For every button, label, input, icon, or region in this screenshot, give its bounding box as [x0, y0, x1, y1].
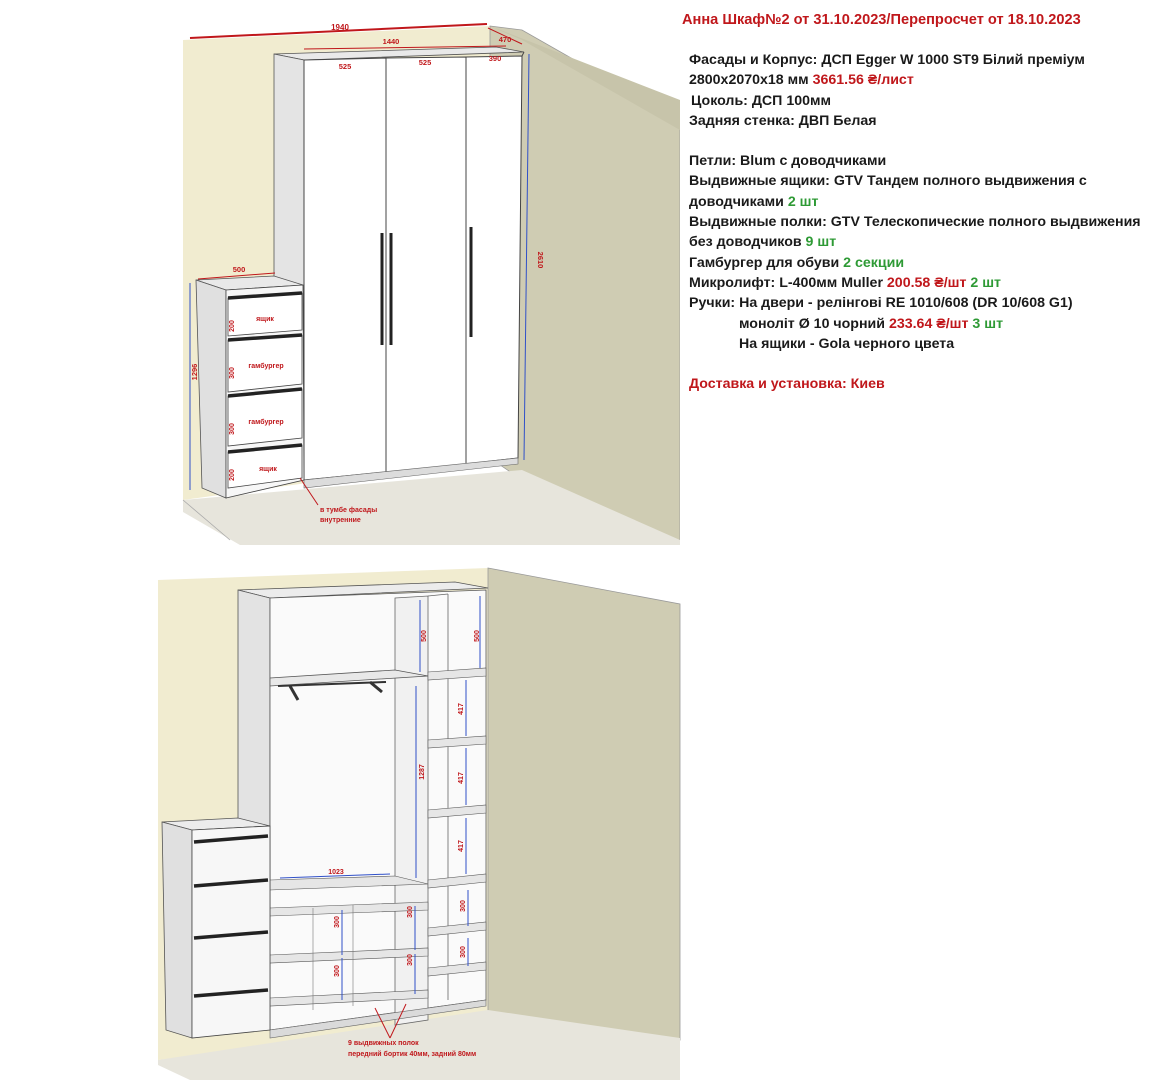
shoe-rack-qty: 2 секции [843, 254, 905, 271]
dim-shelf-3: 417 [458, 840, 465, 852]
spec-shelves: Выдвижные полки: GTV Телескопические полного выдвижения [689, 214, 1141, 231]
dim-hanging-height: 1287 [419, 764, 426, 780]
spec-block [689, 50, 1164, 394]
label-drawer-1: ящик [256, 316, 274, 323]
handles-qty: 3 шт [972, 315, 1004, 332]
label-drawer-4: ящик [259, 466, 277, 473]
label-drawer-2: гамбургер [248, 363, 284, 370]
dim-drawer-3: 300 [229, 423, 236, 435]
spec-handles-2: моноліт Ø 10 чорний 233.64 ₴/шт 3 шт [739, 315, 1004, 332]
spec-shelves-2: без доводчиков 9 шт [689, 234, 837, 251]
side-wall-2 [488, 568, 680, 1040]
dim-drawer-4: 200 [229, 469, 236, 481]
door-2 [386, 57, 466, 472]
note-top-line2: внутренние [320, 517, 361, 524]
spec-delivery: Доставка и установка: Киев [689, 376, 885, 393]
dim-cabinet-height: 1296 [190, 363, 199, 381]
note-bottom-line1: 9 выдвижных полок [348, 1040, 419, 1047]
dim-door-3: 390 [488, 54, 502, 63]
drawer-front-3 [228, 389, 302, 446]
door-3 [466, 56, 522, 464]
dim-total-width: 1940 [331, 23, 349, 32]
door-1 [304, 58, 386, 480]
spec-handles: Ручки: На двери - релінгові RE 1010/608 (DR 10/608 G1) [689, 295, 1073, 312]
dim-drawer-d: 300 [334, 965, 341, 977]
shelves-qty: 9 шт [805, 234, 837, 251]
drawers-qty: 2 шт [787, 193, 819, 210]
wardrobe-open-drawing [150, 560, 690, 1080]
microlift-price: 200.58 ₴/шт [886, 274, 971, 291]
dim-drawer-f: 300 [460, 946, 467, 958]
dim-top-width: 1440 [382, 37, 400, 46]
label-drawer-3: гамбургер [248, 419, 284, 426]
dim-drawer-e: 300 [407, 954, 414, 966]
dim-drawer-b: 300 [407, 906, 414, 918]
dim-cabinet-width: 500 [232, 265, 246, 274]
spec-drawers-2: доводчиками 2 шт [689, 193, 819, 210]
dim-shelf-1: 417 [458, 703, 465, 715]
facade-price: 3661.56 ₴/лист [812, 72, 914, 89]
dim-right-depth: 470 [498, 35, 512, 44]
microlift-qty: 2 шт [970, 274, 1001, 291]
wardrobe-closed-drawing [0, 0, 680, 545]
spec-shoe-rack: Гамбургер для обуви 2 секции [689, 254, 905, 271]
spec-microlift: Микролифт: L-400мм Muller 200.58 ₴/шт 2 шт [689, 274, 1001, 291]
page-title: Анна Шкаф№2 от 31.10.2023/Перепросчет от 18.10.2023 [682, 12, 1081, 28]
spec-drawers: Выдвижные ящики: GTV Тандем полного выдвижения с [689, 173, 1087, 190]
spec-back-wall: Задняя стенка: ДВП Белая [689, 112, 877, 129]
dim-door-2: 525 [418, 58, 432, 67]
dim-drawer-a: 300 [334, 916, 341, 928]
dim-drawer-1: 200 [229, 320, 236, 332]
dim-top-left-2: 500 [421, 630, 428, 642]
handles-price: 233.64 ₴/шт [888, 315, 973, 332]
note-top-line1: в тумбе фасады [320, 507, 378, 514]
dim-height: 2610 [536, 251, 545, 269]
dim-shelf-2: 417 [458, 772, 465, 784]
spec-facade: Фасады и Корпус: ДСП Egger W 1000 ST9 Білий преміум [689, 52, 1085, 68]
dim-drawer-2: 300 [229, 367, 236, 379]
note-bottom-line2: передний бортик 40мм, задний 80мм [348, 1051, 477, 1058]
spec-hinges: Петли: Blum с доводчиками [689, 153, 887, 170]
dim-door-1: 525 [338, 62, 352, 71]
dim-inner-width: 1023 [328, 869, 344, 876]
dim-drawer-c: 300 [460, 900, 467, 912]
drawer-front-1 [228, 293, 302, 336]
spec-handles-3: На ящики - Gola черного цвета [739, 335, 955, 352]
dim-top-right-2: 500 [474, 630, 481, 642]
spec-plinth: Цоколь: ДСП 100мм [691, 92, 831, 109]
spec-facade-size: 2800x2070x18 мм 3661.56 ₴/лист [689, 72, 914, 89]
